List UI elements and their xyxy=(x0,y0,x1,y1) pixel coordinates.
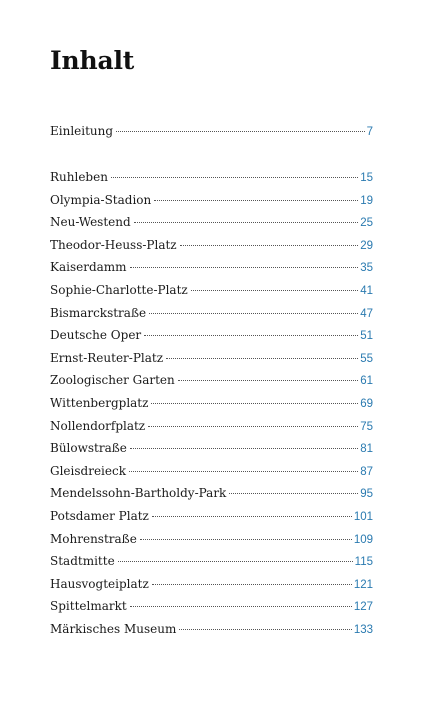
toc-entry-label: Märkisches Museum xyxy=(50,622,177,636)
toc-entry-label: Neu-Westend xyxy=(50,215,131,230)
toc-entry-page: 101 xyxy=(353,511,373,523)
toc-entry[interactable] xyxy=(50,620,373,638)
toc-entry-page: 29 xyxy=(360,239,373,252)
toc-entry-label: Bismarckstraße xyxy=(50,305,147,320)
page-title: Inhalt xyxy=(50,46,135,75)
toc-entry-page: 69 xyxy=(360,398,373,410)
dot-leader xyxy=(178,380,358,381)
toc-entry-label: Einleitung xyxy=(50,124,114,138)
toc-entry[interactable] xyxy=(50,462,373,480)
toc-entry-page: 133 xyxy=(353,624,373,636)
toc-entry[interactable] xyxy=(50,281,373,299)
toc-entry-page: 87 xyxy=(360,465,373,478)
toc-entry-label: Hausvogteiplatz xyxy=(50,576,149,591)
toc-entry-page: 75 xyxy=(360,420,373,433)
toc-entry-label: Kaiserdamm xyxy=(50,260,127,275)
toc-entry[interactable] xyxy=(50,191,373,209)
toc-entry-page: 55 xyxy=(360,352,373,365)
toc-entry[interactable] xyxy=(50,439,373,457)
dot-leader xyxy=(129,471,358,472)
dot-leader xyxy=(152,584,352,585)
toc-entry-page: 19 xyxy=(360,194,373,207)
toc-entry-label: Wittenbergplatz xyxy=(50,396,149,410)
dot-leader xyxy=(140,539,352,540)
toc-entry-label: Sophie-Charlotte-Platz xyxy=(50,283,188,297)
toc-entry[interactable] xyxy=(50,575,373,593)
toc-entry-page: 25 xyxy=(360,217,373,230)
toc-entry-page: 121 xyxy=(353,578,373,591)
dot-leader xyxy=(191,290,358,291)
toc-entry[interactable] xyxy=(50,417,373,435)
toc-entry-label: Ernst-Reuter-Platz xyxy=(50,350,164,365)
toc-entry[interactable] xyxy=(50,394,373,412)
dot-leader xyxy=(116,131,365,132)
dot-leader xyxy=(166,358,358,359)
toc-entry[interactable] xyxy=(50,484,373,502)
toc-entry[interactable] xyxy=(50,530,373,548)
toc-entry[interactable] xyxy=(50,304,373,322)
toc-entry-page: 51 xyxy=(360,330,373,343)
toc-entry[interactable] xyxy=(50,122,373,140)
toc-entry-page: 41 xyxy=(360,285,373,297)
toc-entry-label: Gleisdreieck xyxy=(50,463,126,478)
dot-leader xyxy=(149,313,358,314)
toc-entry[interactable] xyxy=(50,349,373,367)
toc-entry-page: 109 xyxy=(353,533,373,546)
toc-entry[interactable] xyxy=(50,168,373,186)
toc-entry-label: Ruhleben xyxy=(50,170,108,184)
toc-entry-label: Nollendorfplatz xyxy=(50,418,146,433)
toc-entry[interactable] xyxy=(50,326,373,344)
toc-entry[interactable] xyxy=(50,597,373,615)
toc-entry-page: 127 xyxy=(353,601,373,614)
toc-entry-page: 61 xyxy=(360,375,373,388)
toc-entry[interactable] xyxy=(50,371,373,389)
toc-entry-page: 115 xyxy=(354,556,373,569)
toc-entry-page: 95 xyxy=(360,488,373,501)
dot-leader xyxy=(180,245,359,246)
toc-entry-label: Mohrenstraße xyxy=(50,531,137,546)
toc-entry[interactable] xyxy=(50,236,373,254)
dot-leader xyxy=(148,426,358,427)
toc-entry-label: Potsdamer Platz xyxy=(50,509,149,523)
toc-entry-page: 7 xyxy=(366,126,373,138)
dot-leader xyxy=(118,561,353,562)
toc-entry-page: 15 xyxy=(360,172,373,184)
dot-leader xyxy=(151,403,358,404)
toc-entry-page: 81 xyxy=(360,443,373,456)
toc-entry[interactable] xyxy=(50,507,373,525)
dot-leader xyxy=(130,267,359,268)
toc-entry-label: Deutsche Oper xyxy=(50,328,142,343)
dot-leader xyxy=(111,177,358,178)
dot-leader xyxy=(179,629,351,630)
toc-entry-label: Theodor-Heuss-Platz xyxy=(50,237,177,252)
toc-entry-page: 35 xyxy=(360,262,373,275)
dot-leader xyxy=(229,493,358,494)
toc-entry[interactable] xyxy=(50,552,373,570)
dot-leader xyxy=(134,222,359,223)
toc-entry-label: Stadtmitte xyxy=(50,554,115,569)
toc-entry-label: Zoologischer Garten xyxy=(50,373,175,388)
dot-leader xyxy=(144,335,358,336)
toc-entry-label: Olympia-Stadion xyxy=(50,192,152,207)
dot-leader xyxy=(152,516,352,517)
toc-entry-page: 47 xyxy=(360,307,373,320)
toc-entry-label: Mendelssohn-Bartholdy-Park xyxy=(50,486,227,501)
toc-entry[interactable] xyxy=(50,213,373,231)
toc-entry-label: Bülowstraße xyxy=(50,441,127,456)
toc-entry-label: Spittelmarkt xyxy=(50,599,127,614)
dot-leader xyxy=(130,448,358,449)
dot-leader xyxy=(130,606,352,607)
dot-leader xyxy=(154,200,358,201)
toc-entry[interactable] xyxy=(50,258,373,276)
